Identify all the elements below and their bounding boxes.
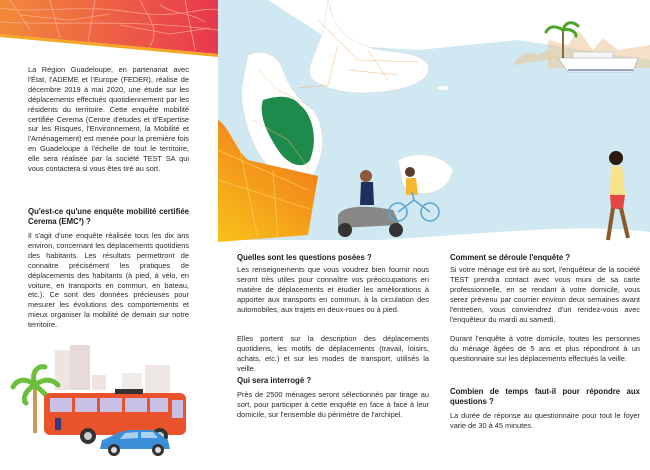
questions-paragraph-2: Elles portent sur la description des déplacements quotidiens, les motifs de déplacements (travail, loisirs, achats, etc.) et sur les modes de transport, utilisés la veille.: [237, 334, 429, 373]
heading-time-required: Combien de temps faut-il pour répondre aux questions ?: [450, 387, 640, 406]
heading-questions-asked: Quelles sont les questions posées ?: [237, 253, 372, 262]
right-spread: [218, 0, 650, 470]
emc-description-paragraph: Il s'agit d'une enquête réalisée tous les dix ans environ, concernant les déplacements quotidiens des habitants. Les résultats permettront de connaitre précisément les pratiques de déplacements des habitants (à pied, à vélo, en voiture, en transports en commun, en bateau, etc.). Ce sont des données précieuses pour mesurer les évolutions des comportements et mieux organiser la mobilité de demain sur notre territoire.: [28, 231, 189, 330]
heading-who-interviewed: Qui sera interrogé ?: [237, 376, 312, 385]
city-map-header-banner: [0, 0, 218, 58]
left-panel: [0, 0, 218, 470]
heading-how-survey-works: Comment se déroule l'enquête ?: [450, 253, 571, 262]
time-paragraph: La durée de réponse au questionnaire pour tout le foyer varie de 30 à 45 minutes.: [450, 411, 640, 430]
how-paragraph-2: Durant l'enquête à votre domicile, toutes les personnes du ménage âgées de 5 ans et plus répondront à un questionnaire sur les déplacements effectués la veille.: [450, 334, 640, 363]
how-paragraph-1: Si votre ménage est tiré au sort, l'enquêteur de la société TEST prendra contact avec vous muni de sa carte professionnelle, en se rendant à votre domicile, vous serez prévenu par courrier environ deux semaines avant l'entretien, vous conviendrez d'un rendez-vous avec l'enquêteur du mardi au samedi.: [450, 265, 640, 324]
questions-paragraph-1: Les renseignements que vous voudrez bien fournir nous seront très utiles pour connaître vos préoccupations en matière de déplacements et étudier les améliorations à apporter aux transports en commun, à la circulation des automobiles, aux trajets en deux-roues ou à pied.: [237, 265, 429, 314]
intro-paragraph: La Région Guadeloupe, en partenariat avec l'État, l'ADEME et l'Europe (FEDER), réalise de décembre 2019 à mai 2020, une étude sur les déplacements effectués quotidiennement par les résidents du territoire. Cette enquête mobilité certifiée Cerema (Centre d'études et d'Expertise sur les Risques, l'Environnement, la Mobilité et l'Aménagement) est menée pour la première fois en Guadeloupe à l'échelle de tout le territoire, elle sera réalisée par la société TEST SA qui vous contactera si vous êtes tiré au sort.: [28, 65, 189, 174]
heading-what-is-emc: Qu'est-ce qu'une enquête mobilité certifiée Cerema (EMC²) ?: [28, 207, 189, 226]
bus-and-car-illustration: [10, 345, 215, 465]
who-paragraph: Près de 2500 ménages seront sélectionnés par tirage au sort, pour participer à cette enquête en face à face à leur domicile, sur l'ensemble du périmètre de l'archipel.: [237, 390, 429, 419]
